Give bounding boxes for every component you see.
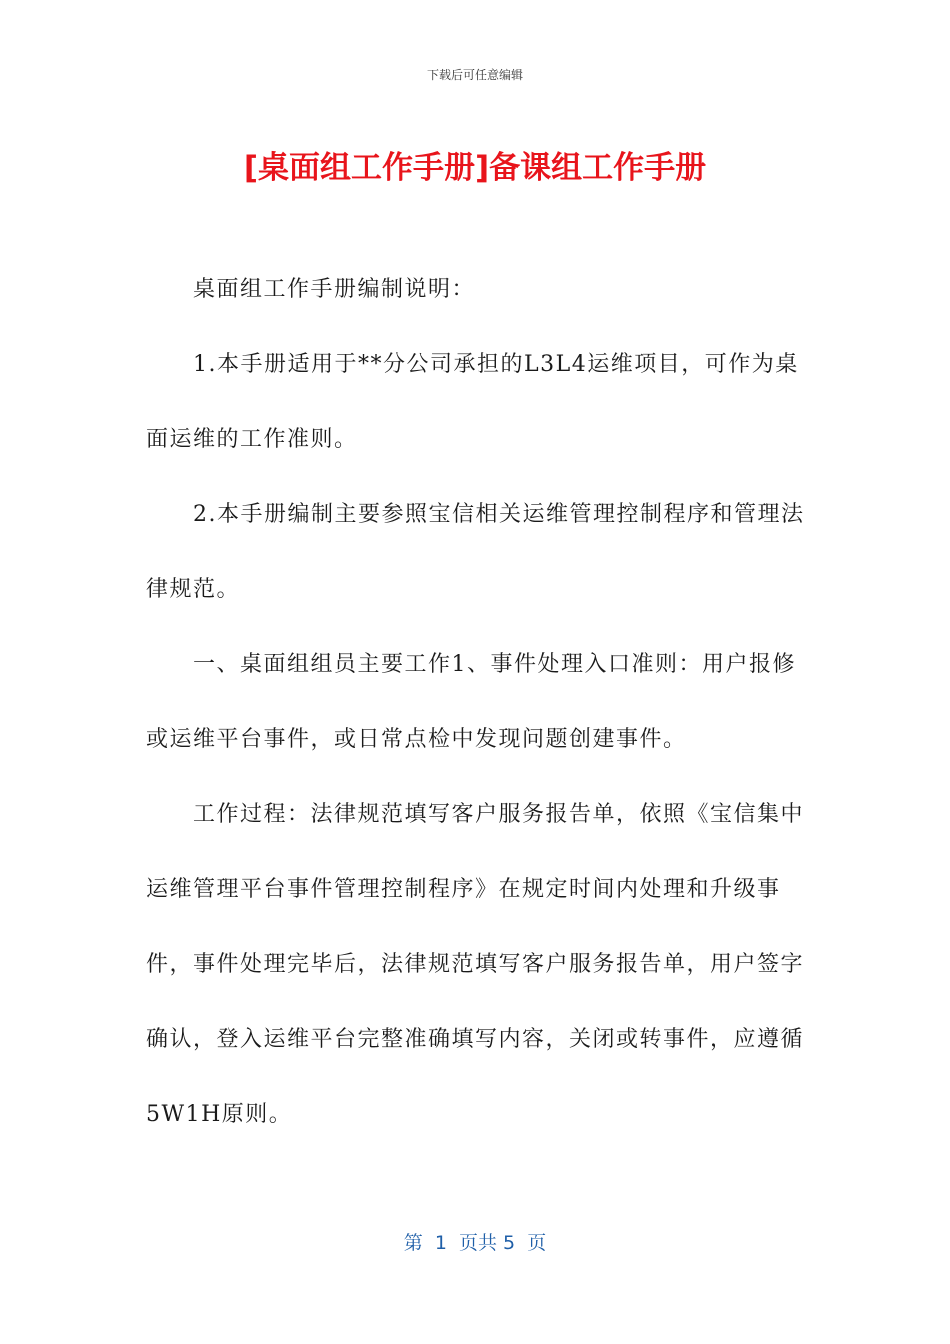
paragraph-2: 2.本手册编制主要参照宝信相关运维管理控制程序和管理法律规范。 [146, 502, 805, 602]
document-title: [桌面组工作手册]备课组工作手册 [243, 150, 707, 186]
page-footer: 第 1 页共 5 页 [403, 1232, 547, 1254]
paragraph-3: 一、桌面组组员主要工作1、事件处理入口准则：用户报修或运维平台事件，或日常点检中发现问题创建事件。 [146, 652, 796, 752]
document-body [146, 252, 806, 1152]
paragraph-1: 1.本手册适用于**分公司承担的L3L4运维项目，可作为桌面运维的工作准则。 [146, 352, 799, 452]
header-note: 下载后可任意编辑 [426, 68, 523, 82]
paragraph-4: 工作过程：法律规范填写客户服务报告单，依照《宝信集中运维管理平台事件管理控制程序》在规定时间内处理和升级事件，事件处理完毕后，法律规范填写客户服务报告单，用户签字确认，登入运维平台完整准确填写内容，关闭或转事件，应遵循5W1H原则。 [146, 802, 805, 1127]
paragraph-intro: 桌面组工作手册编制说明： [193, 277, 476, 302]
